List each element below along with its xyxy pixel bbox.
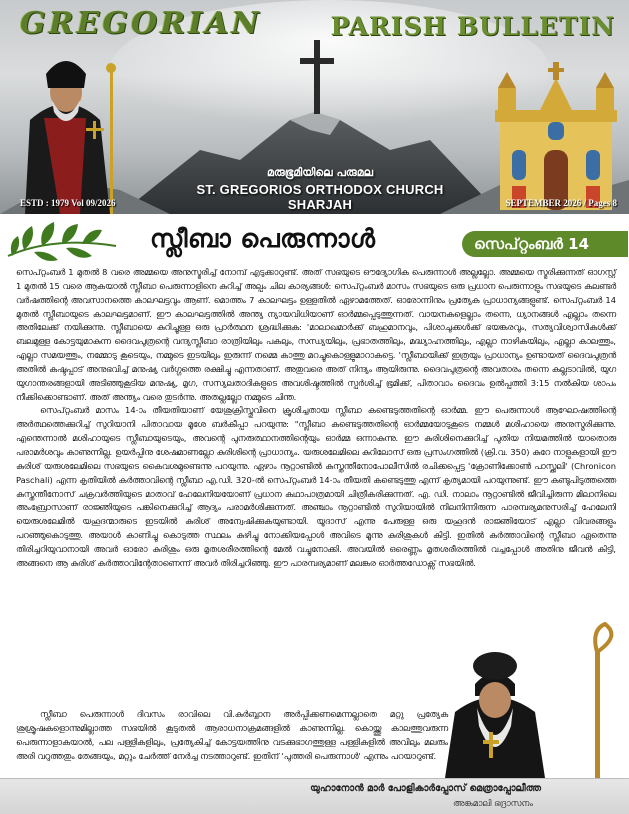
cross-icon bbox=[314, 40, 320, 114]
leaf-ornament-icon bbox=[4, 216, 124, 266]
article-paragraph-3: സ്ലീബാ പെരുന്നാൾ ദിവസം രാവിലെ വി.കുർബ്ബാന അർപ്പിക്കണമെന്നല്ലാതെ മറ്റു പ്രത്യേക ശുശ്രൂഷകളൊന്നുമില്ലാത്ത സഭയിൽ കൂടുതൽ ആരാധനാക്രമങ്ങളിൽ കാണുന്നില്ല. കൊയ്ത്തു കാലത്തുവരുന്ന പെരുന്നാളാകയാൽ, പല പള്ളികളിലും, പ്രത്യേകിച്ച് കോട്ടയത്തിനു വടക്കുഭാഗത്തുള്ള പള്ളികളിൽ അവിലും മലരും അരി വറുത്തതും തേങ്ങയും, മറ്റും ചേർത്ത് നേർച്ച നടത്താറുണ്ട്. ഇതിന് 'പുത്തരി പെരുന്നാൾ' എന്നും പറയാറുണ്ട്. bbox=[16, 709, 448, 761]
article-paragraph-1: സെപ്റ്റംബർ 1 മുതൽ 8 വരെ അമ്മയെ അനുസ്മരിച്ച് നോമ്പ് എടുക്കാറുണ്ട്. അത് സഭയുടെ ഔദ്യോഗിക പെരുന്നാൾ അല്ലല്ലോ. അമ്മയെ സ്മരിക്കുന്നത് ഓഗസ്റ്റ് 1 മുതൽ 15 വരെ ആകയാൽ സ്ലീബാ പെരുന്നാളിനെ കുറിച്ച് അല്പം ചില കാര്യങ്ങൾ: സെപ്റ്റംബർ മാസം സഭയുടെ ഒരു പ്രധാന പെരുന്നാളും സഭയുടെ കലണ്ടർ വർഷത്തിന്റെ അവസാനത്തെ കാലഘട്ടവും ആണ്. മൊത്തം 7 കാലഘട്ടം ഉള്ളതിൽ ഏഴാമത്തേത്. ഓരോന്നിനും പ്രത്യേക പ്രാധാന്യങ്ങളുണ്ട്. സെപ്റ്റംബർ 14 മുതൽ സ്ലീബായുടെ കാലഘട്ടമാണ്. ഈ കാലഘട്ടത്തിൽ അന്ത്യ ന്യായവിധിയാണ് ഓർമ്മപ്പെടുത്തുന്നത്. വായനകളെല്ലാം തന്നെ, ധ്യാനങ്ങൾ എല്ലാം തന്നെ അതിലേക്ക് നയിക്കുന്നു. സ്ലീബായെ കുറിച്ചുള്ള ഒരു പ്രാർത്ഥന ശ്രദ്ധിക്കുക: 'മാലാഖമാർക്ക് ബഹുമാനവും, പിശാചുക്കൾക്ക് ഭയങ്കരവും, സത്യവിശ്വാസികൾക്ക് ബലമുള്ള കോട്ടയുമാകുന്ന ദൈവപുത്രന്റെ വന്ദ്യസ്ലീബാ രാത്രിയിലും പകലും, സന്ധ്യയിലും, പ്രഭാതത്തിലും, മദ്ധ്യാഹ്നത്തിലും, എല്ലാ നാഴികയിലും, എല്ലാ കാലത്തും, എല്ലാ സമയത്തും, നമ്മോടു കൂടെയും, നമ്മുടെ ഇടയിലും ഇരുന്ന് നമ്മെ കാത്തു മറച്ചുകൊള്ളുമാറാകട്ടെ. 'സ്ലീബായിക്ക് ഇത്രയും പ്രാധാന്യം ഉണ്ടായത് ദൈവപുത്രൻ അതിൽ കഷ്ടപ്പാട് അനുഭവിച്ച് മനുഷ്യ വർഗ്ഗത്തെ രക്ഷിച്ചു എന്നതാണ്. അതുവരെ അത് നിന്ദ്യം ആയിരുന്നു. ദൈവപുത്രന്റെ അവതാരം തന്നെ കല്ലടാവിൽ, യുഗ യുഗാന്തരങ്ങളായി അടിഞ്ഞുകൂടിയ മനുഷ്യ, മൃഗ, സസ്യലതാദികളുടെ അവശിഷ്ടത്തിൽ സ്പർശിച്ച് ഭൂമിക്ക്, പിതാവാം ദൈവം ഉൽപ്പത്തി 3:15 നൽകിയ ശാപം നീക്കിക്കൊണ്ടാണ്. അത് അന്ത്യം വരെ തുടർന്നു. അതല്ലല്ലോ നമ്മുടെ ചിന്ത. bbox=[16, 267, 616, 402]
article-title-row bbox=[0, 216, 629, 266]
article-paragraph-2: സെപ്റ്റംബർ മാസം 14-ാം തീയതിയാണ് യേശുക്രിസ്തുവിനെ ക്രൂശിച്ചതായ സ്ലീബാ കണ്ടെടുത്തതിന്റെ ഓർമ്മ. ഈ പെരുന്നാൾ ആഘോഷത്തിന്റെ അർത്ഥത്തെക്കുറിച്ച് സുറിയാനി പിതാവായ മൂശേ ബർകീപ്പാ പറയുന്നു: "സ്ലീബാ കണ്ടെടുത്തതിന്റെ ഓർമ്മയോടുകൂടെ നമ്മൾ മശിഹായെ അനുസ്മരിക്കുന്നു. എന്തെന്നാൽ മശിഹായുടെ സ്ലീബായുടെയും, അവന്റെ പുനരുത്ഥാനത്തിന്റെയും ഓർമ്മ ഒന്നാകുന്നു. ഈ കുരിശിനെക്കുറിച്ച് പുതിയ നിയമത്തിൽ യാതൊരു പരാമർശവും കാണുന്നില്ല. ഉയർപ്പിനു ശേഷമാണല്ലോ കുരിശിന്റെ പ്രാധാന്യം. യരുശലേമിലെ കുറിലോസ് ഒരു പ്രസംഗത്തിൽ (ക്രി.വ. 350) കുറേ നാളുകളായി ഈ കുരിശ് യരുശലേമിലെ സഭയുടെ കൈവശമുണ്ടെന്നു പറയുന്നു. ഏഴാം നൂറ്റാണ്ടിൽ കുസ്തന്തീനോപോലീസിൽ രചിക്കപ്പെട്ട 'ക്രോണിക്കോൺ പാസ്ക്കലി' (Chronicon Paschali) എന്ന കൃതിയിൽ കർത്താവിന്റെ സ്ലീബാ എ.ഡി. 320-ൽ സെപ്റ്റംബർ 14-ാം തീയതി കണ്ടെടുത്തു എന്ന് കൃത്യമായി പറയുന്നുണ്ട്. ഈ കണ്ടുപിടുത്തത്തെ കുസ്തന്തീനോസ് ചക്രവർത്തിയുടെ മാതാവ് ഹേലേനിയയോണ് പ്രധാന കഥാപാത്രമായി ചിത്രീകരിക്കുന്നത്. എ. ഡി. നാലാം നൂറ്റാണ്ടിൽ ജീവിച്ചിരുന്ന മിലാനിലെ അംബ്രോസാണ് രാജ്ഞിയുടെ പങ്കിനെക്കുറിച്ച് ആദ്യം പരാമർശിക്കുന്നത്. അഞ്ചാം നൂറ്റാണ്ടിൽ സുറിയായിൽ നിലനിന്നിരുന്ന പാരമ്പര്യമനുസരിച്ച് ഹേലേനി യെരുശലേമിൽ യഹൂദന്മാരുടെ ഇടയിൽ കുരിശ് അന്വേഷിക്കുകയുണ്ടായി. യൂദാസ് എന്നു പേരുള്ള ഒരു യഹൂദൻ രാജ്ഞിയോട് എല്ലാ വിവരങ്ങളും പറഞ്ഞുകൊടുത്തു. അയാൾ കാണിച്ചു കൊടുത്ത സ്ഥലം കുഴിച്ചു നോക്കിയപ്പോൾ അവിടെ മൂന്നു കുരിശുകൾ കിട്ടി. ഇതിൽ കർത്താവിന്റെ സ്ലീബാ ഏതെന്നു തിരിച്ചറിയുവാനായി അവർ ഓരോ കുരിശും ഒരു മൃതശരീരത്തിന്റെ മേൽ വച്ചുനോക്കി. അവയിൽ ഒരെണ്ണം മൃതശരീരത്തിൽ വച്ചപ്പോൾ അതിനു ജീവൻ കിട്ടി, അങ്ങനെ ആ കുരിശ് കർത്താവിന്റേതാണെന്ന് അവർ തിരിച്ചറിഞ്ഞു. ഈ പാരമ്പര്യമാണ് മലങ്കര ഓർത്തഡോക്സ് സഭയിൽ. bbox=[16, 405, 616, 568]
header-banner bbox=[0, 0, 629, 214]
article-body bbox=[16, 266, 616, 571]
author-diocese: അങ്കമാലി ഭദ്രാസനം bbox=[453, 799, 533, 809]
article-body-continued bbox=[16, 708, 448, 763]
feast-date-badge: സെപ്റ്റംബർ 14 bbox=[462, 231, 628, 257]
church-name: ST. GREGORIOS ORTHODOX CHURCH SHARJAH bbox=[196, 182, 444, 212]
bishop-photo bbox=[445, 622, 629, 778]
established-volume: ESTD : 1979 Vol 09/2026 bbox=[20, 198, 116, 208]
saint-portrait bbox=[25, 61, 116, 214]
church-building bbox=[495, 62, 617, 210]
masthead-subtitle: PARISH BULLETIN bbox=[330, 12, 615, 41]
article-title: സ്ലീബാ പെരുന്നാൾ bbox=[150, 224, 376, 253]
tagline: മരുഭൂമിയിലെ പരുമല bbox=[266, 166, 374, 179]
issue-date-pages: SEPTEMBER 2026 / Pages 8 bbox=[505, 198, 617, 208]
masthead-title: GREGORIAN bbox=[20, 6, 262, 41]
author-footer bbox=[0, 778, 629, 814]
author-name: യുഹാനോൻ മാർ പോളികാർപ്പോസ് മെത്രാപ്പോലീത്ത bbox=[310, 783, 541, 794]
